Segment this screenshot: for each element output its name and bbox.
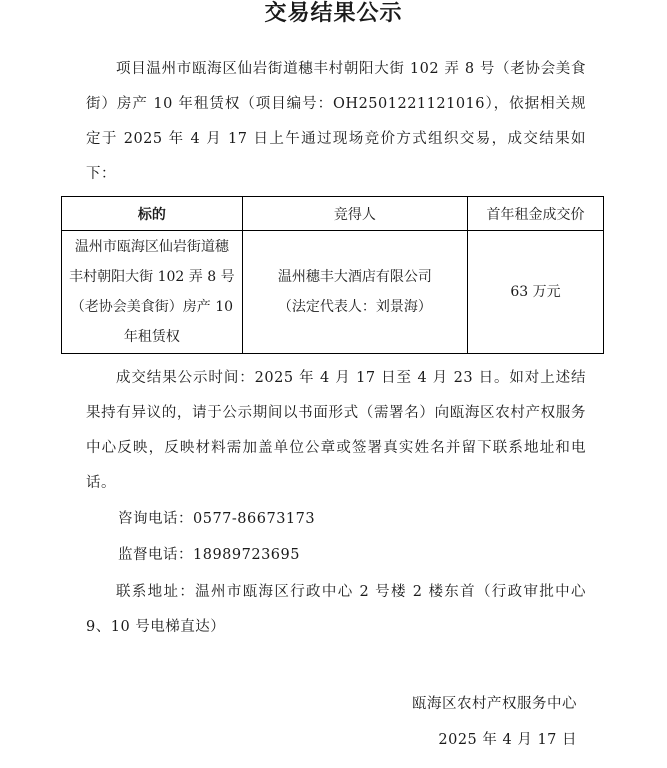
consult-phone: 咨询电话：0577-86673173 [118,511,316,527]
cell-price: 63 万元 [467,231,603,354]
header-subject: 标的 [62,197,243,231]
table-header-row [62,197,604,231]
notice-paragraph: 成交结果公示时间：2025 年 4 月 17 日至 4 月 23 日。如对上述结果持有异议的，请于公示期间以书面形式（需署名）向瓯海区农村产权服务中心反映，反映材料需加盖单位公章或签署真实姓名并留下联系地址和电话。 [86,370,586,491]
cell-winner [242,231,467,354]
result-table [61,196,604,354]
issuer-name: 瓯海区农村产权服务中心 [412,696,577,712]
header-winner: 竞得人 [242,197,467,231]
header-price: 首年租金成交价 [467,197,603,231]
page-title: 交易结果公示 [264,1,403,26]
address-paragraph: 联系地址：温州市瓯海区行政中心 2 号楼 2 楼东首（行政审批中心 9、10 号电梯直达） [86,584,586,635]
supervise-phone: 监督电话：18989723695 [118,547,300,563]
winner-representative: （法定代表人：刘景海） [277,299,432,315]
winner-name: 温州穗丰大酒店有限公司 [277,269,432,285]
table-row [62,231,604,354]
issue-date: 2025 年 4 月 17 日 [438,732,577,748]
intro-paragraph: 项目温州市瓯海区仙岩街道穗丰村朝阳大街 102 弄 8 号（老协会美食街）房产 10 年租赁权（项目编号：OH2501221121016），依据相关规定于 2025 年 4 月 17 日上午通过现场竞价方式组织交易，成交结果如下： [86,61,586,182]
cell-subject: 温州市瓯海区仙岩街道穗丰村朝阳大街 102 弄 8 号（老协会美食街）房产 10 年租赁权 [62,231,243,354]
